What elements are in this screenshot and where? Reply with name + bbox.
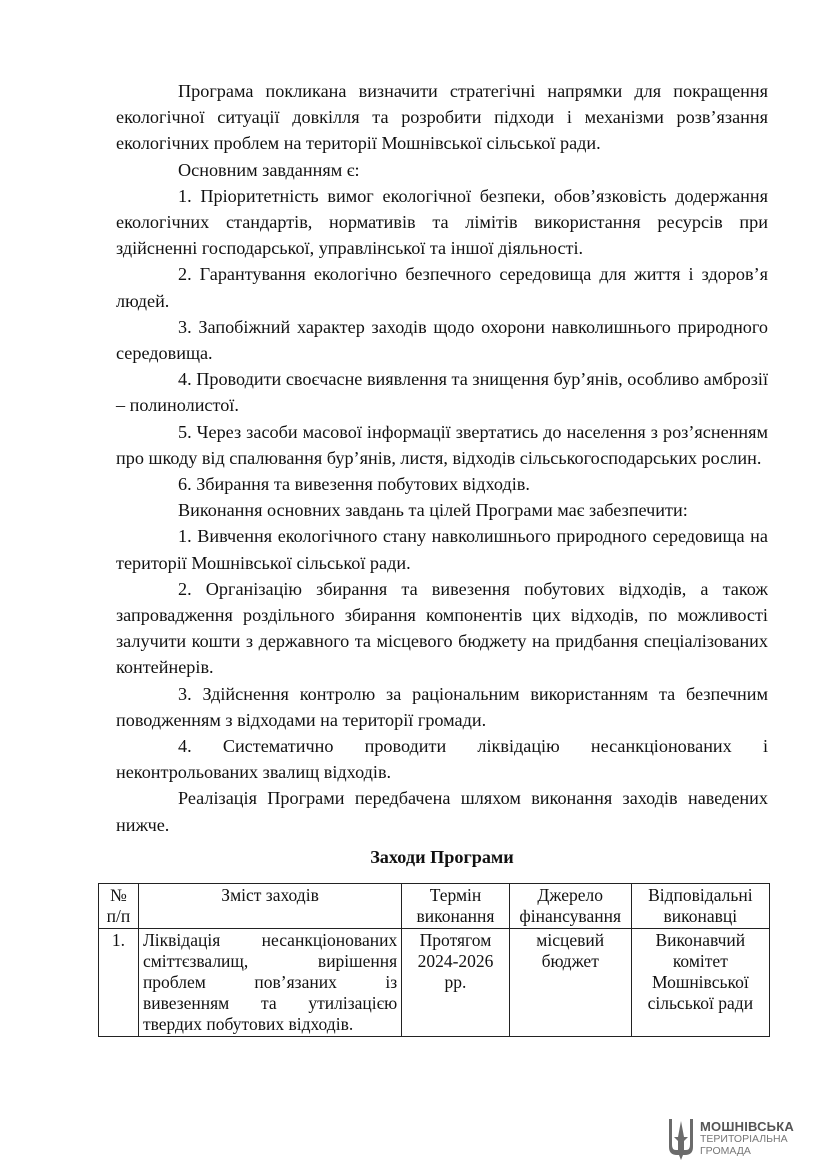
logo-subtitle: ТЕРИТОРІАЛЬНА (700, 1133, 788, 1145)
cell-responsible: Виконавчий комітет Мошнівської сільської ради (631, 929, 769, 1037)
header-num: № п/п (99, 884, 139, 929)
header-source: Джерело фінансування (509, 884, 631, 929)
table-row (99, 929, 770, 1037)
paragraph: 3. Запобіжний характер заходів щодо охорони навколишнього природного середовища. (116, 316, 768, 364)
paragraph: Програма покликана визначити стратегічні напрямки для покращення екологічної ситуації довкілля та розробити підходи і механізми розв’язання екологічних проблем на території Мошнівської сільської ради. (116, 81, 768, 154)
paragraph: Виконання основних завдань та цілей Програми має забезпечити: (178, 500, 688, 521)
cell-content: Ліквідація несанкціонованих сміттєзвалищ, вирішення проблем пов’язаних із вивезенням та утилізацією твердих побутових відходів. (138, 929, 401, 1037)
header-content: Зміст заходів (138, 884, 401, 929)
cell-source: місцевий бюджет (509, 929, 631, 1037)
paragraph: 1. Вивчення екологічного стану навколишнього природного середовища на території Мошнівської сільської ради. (116, 526, 768, 573)
paragraph: Основним завданням є: (178, 159, 360, 180)
paragraph: 5. Через засоби масової інформації звертатись до населення з роз’ясненням про шкоду від спалювання бур’янів, листя, відходів сільськогосподарських рослин. (116, 421, 768, 468)
paragraph: 1. Пріоритетність вимог екологічної безпеки, обов’язковість додержання екологічних стандартів, нормативів та лімітів використання ресурсів при здійсненні господарської, управлінської та іншої діяльності. (116, 185, 768, 259)
paragraph: 4. Проводити своєчасне виявлення та знищення бур’янів, особливо амброзії – полинолистої. (116, 369, 768, 416)
paragraph: 6. Збирання та вивезення побутових відходів. (178, 474, 530, 495)
table-title: Заходи Програми (370, 846, 514, 867)
logo-name: МОШНІВСЬКА (700, 1119, 794, 1134)
paragraph: 4. Систематично проводити ліквідацію несанкціонованих і неконтрольованих звалищ відходів. (116, 736, 768, 783)
paragraph: 3. Здійснення контролю за раціональним використанням та безпечним поводженням з відходами на території громади. (116, 683, 768, 730)
table-header-row (99, 884, 770, 929)
header-term: Термін виконання (402, 884, 510, 929)
logo-subtitle: ГРОМАДА (700, 1145, 751, 1157)
cell-term: Протягом 2024-2026 рр. (402, 929, 510, 1037)
paragraph: 2. Гарантування екологічно безпечного середовища для життя і здоров’я людей. (116, 264, 768, 311)
community-logo (666, 1116, 816, 1162)
header-responsible: Відповідальні виконавці (631, 884, 769, 929)
measures-table (98, 883, 770, 1037)
cell-num: 1. (99, 929, 139, 1037)
paragraph: Реалізація Програми передбачена шляхом виконання заходів наведених нижче. (116, 788, 768, 835)
paragraph: 2. Організацію збирання та вивезення побутових відходів, а також запровадження роздільного збирання компонентів цих відходів, по можливості залучити кошти з державного та місцевого бюджету на придбання спеціалізованих контейнерів. (116, 578, 768, 678)
trident-icon (666, 1117, 696, 1161)
document-body (116, 78, 768, 874)
